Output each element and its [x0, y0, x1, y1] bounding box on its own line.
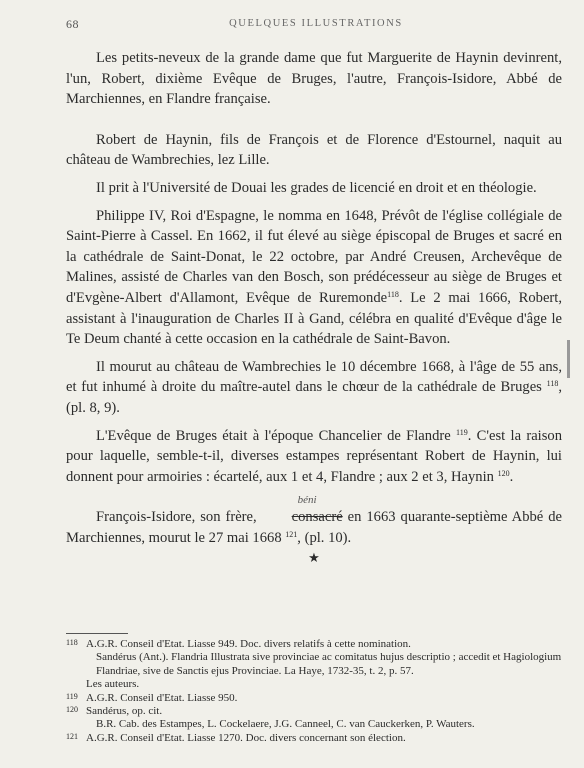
footnote-line: B.R. Cab. des Estampes, L. Cockelaere, J.G. Canneel, C. van Cauckerken, P. Wauters. — [96, 718, 475, 731]
handwritten-word: béni — [297, 494, 317, 507]
footnotes — [66, 638, 566, 745]
footnote-ref[interactable]: 120 — [497, 468, 510, 478]
footnote-line: A.G.R. Conseil d'Etat. Liasse 1270. Doc. divers concernant son élection. — [86, 731, 406, 744]
footnote-119 — [66, 692, 566, 705]
page-number: 68 — [66, 17, 79, 31]
footnote-number: 121 — [66, 731, 78, 741]
footnote-118 — [66, 638, 566, 692]
handwritten-correction — [262, 494, 343, 528]
footnote-line: Les auteurs. — [86, 678, 140, 691]
paragraph-3: Il prit à l'Université de Douai les grades de licencié en droit et en théologie. — [96, 179, 537, 196]
paragraph-5: Il mourut au château de Wambrechies le 10 décembre 1668, à l'âge de 55 ans, et fut inhumé à droite du maître-autel dans le chœur de la cathédrale de Bruges $^{118}$, (pl. 8, 9). — [66, 358, 562, 416]
struck-word: consacré — [291, 509, 343, 526]
paragraph-2: Robert de Haynin, fils de François et de Florence d'Estournel, naquit au château de Wambrechies, lez Lille. — [66, 131, 562, 169]
footnote-ref[interactable]: 118 — [546, 379, 559, 389]
footnote-rule — [66, 633, 128, 634]
paragraph-1: Les petits-neveux de la grande dame que fut Marguerite de Haynin devinrent, l'un, Robert, dixième Evêque de Bruges, l'autre, François-Isidore, Abbé de Marchiennes, en Flandre française. — [66, 50, 562, 108]
footnote-number: 120 — [66, 705, 78, 715]
footnote-number: 119 — [66, 691, 78, 701]
footnote-ref[interactable]: 118 — [387, 289, 399, 299]
footnote-120 — [66, 705, 566, 732]
footnote-line: Sandérus, op. cit. — [86, 705, 163, 718]
running-title: QUELQUES ILLUSTRATIONS — [229, 18, 403, 29]
paragraph-7: François-Isidore, son frère, consacré béni en 1663 quarante-septième Abbé de Marchiennes, mourut le 27 mai 1668 $^{121}$, (pl. 10). — [66, 494, 562, 546]
footnote-line: A.G.R. Conseil d'Etat. Liasse 949. Doc. divers relatifs à cette nomination. — [86, 638, 411, 650]
main-text — [66, 48, 562, 569]
footnote-ref[interactable]: 121 — [285, 529, 298, 539]
margin-mark — [567, 340, 570, 378]
footnote-121 — [66, 732, 566, 745]
star-separator: ★ — [308, 550, 320, 566]
footnote-line: A.G.R. Conseil d'Etat. Liasse 950. — [86, 691, 238, 704]
footnote-number: 118 — [66, 638, 78, 647]
footnote-ref[interactable]: 119 — [456, 427, 468, 437]
paragraph-6: L'Evêque de Bruges était à l'époque Chancelier de Flandre $^{119}$. C'est la raison pour laquelle, semble-t-il, diverses estampes représentant Robert de Haynin, lui donnent pour armoiries : écartelé, aux 1 et 4, Flandre ; aux 2 et 3, Haynin $^{120}$. — [66, 427, 563, 485]
paragraph-4: Philippe IV, Roi d'Espagne, le nomma en 1648, Prévôt de l'église collégiale de Saint-Pierre à Cassel. En 1662, il fut élevé au siège épiscopal de Bruges et sacré en la cathédrale de Saint-Donat, le 22 octobre, par André Creusen, Archevêque de Malines, assisté de Charles van den Bosch, son prédécesseur au siège de Bruges et d'Evgène-Albert d'Allamont, Evêque de Ruremonde$^{118}$. Le 2 mai 1666, Robert, assistant à l'inauguration de Charles II à Gand, célébra en qualité d'Evêque d'âge le Te Deum chanté à cette occasion en la cathédrale de Saint-Bavon. — [66, 207, 562, 348]
footnote-line: Sandérus (Ant.). Flandria Illustrata sive provinciae ac comitatus hujus descriptio ; accedit et Hagiologium Flandriae, sive de Sanctis ejus Provinciae. La Haye, 1732-35, t. 2, p. 57. — [96, 651, 562, 677]
